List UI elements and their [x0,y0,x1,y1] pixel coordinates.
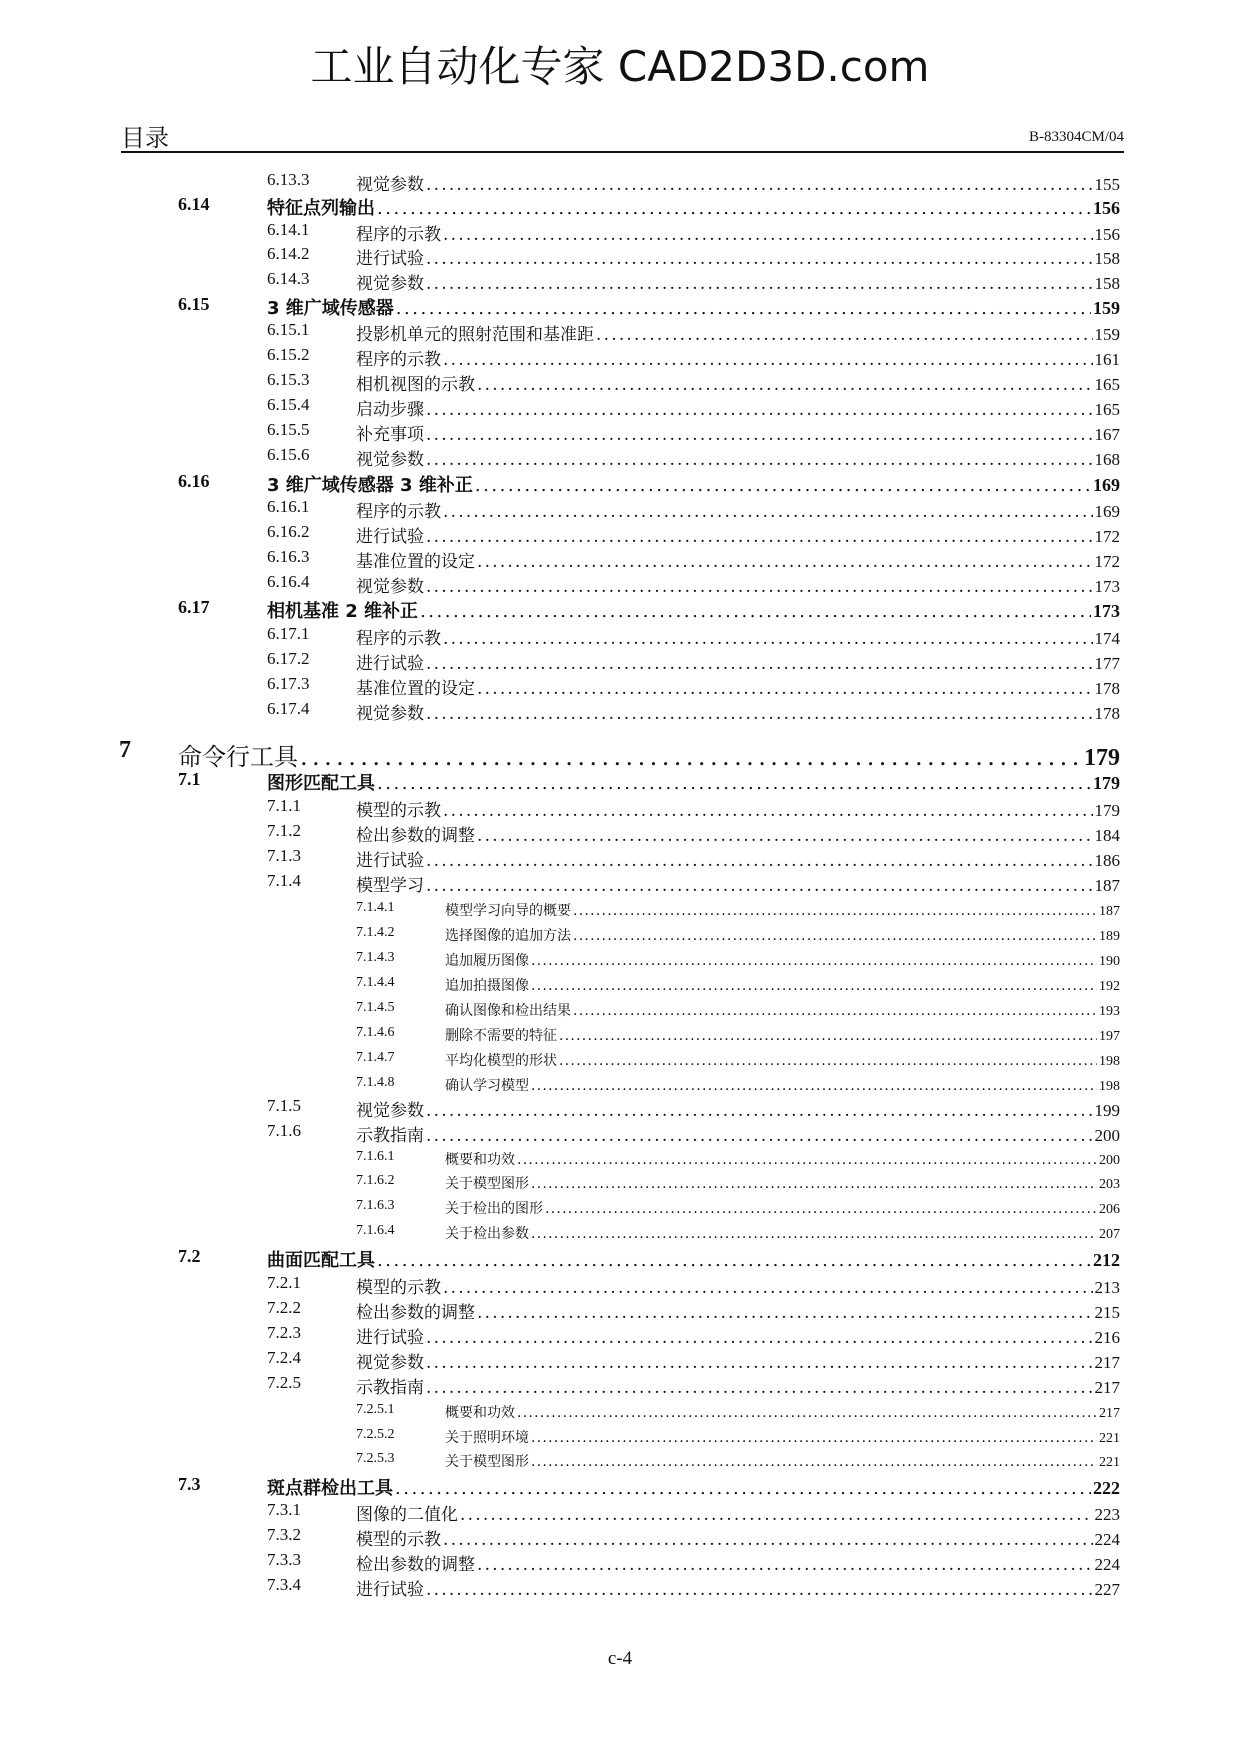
toc-entry-title: 斑点群检出工具 [267,1478,393,1499]
toc-entry-page: 217 [1094,1378,1120,1397]
dot-leader [531,953,1097,969]
toc-entry-title: 概要和功效 [445,1405,515,1421]
toc-entry-line [445,1149,1120,1169]
toc-entry-line [356,445,1120,470]
toc-entry-title: 检出参数的调整 [356,1555,475,1575]
toc-entry-page: 167 [1094,425,1120,444]
toc-entry-title: 检出参数的调整 [356,1303,475,1323]
toc-entry-page: 158 [1094,249,1120,268]
dot-leader [377,1250,1091,1271]
toc-entry-title: 基准位置的设定 [356,552,475,572]
toc-entry-number: 7 [119,737,131,763]
dot-leader [443,1278,1093,1298]
dot-leader [443,350,1093,370]
dot-leader [426,249,1093,269]
dot-leader [573,903,1097,919]
toc-entry-page: 221 [1099,1431,1120,1446]
dot-leader [396,298,1091,319]
toc-entry-page: 186 [1094,851,1120,870]
toc-entry-title: 程序的示教 [356,225,441,245]
toc-entry-page: 207 [1099,1227,1120,1242]
toc-entry-title: 3 维广域传感器 3 维补正 [267,475,473,496]
dot-leader [475,475,1091,496]
header-doc-code: B-83304CM/04 [1028,129,1124,145]
toc-entry-page: 197 [1099,1029,1120,1044]
toc-entry-page: 156 [1094,225,1120,244]
dot-leader [545,1201,1097,1217]
toc-entry-line [445,1402,1120,1422]
toc-entry-number: 7.3.3 [267,1550,301,1569]
dot-leader [477,552,1093,572]
toc-entry-number: 7.1.6.1 [356,1149,395,1164]
dot-leader [426,400,1093,420]
dot-leader [426,1101,1093,1121]
toc-entry-number: 7.1.3 [267,846,301,865]
toc-entry-line [356,497,1120,522]
toc-entry-page: 174 [1094,629,1120,648]
dot-leader [477,826,1093,846]
toc-entry-number: 7.2.4 [267,1348,301,1367]
toc-entry-line [356,846,1120,871]
toc-entry-page: 227 [1094,1580,1120,1599]
toc-entry-number: 6.14 [178,194,210,214]
toc-entry-number: 6.17.3 [267,674,310,693]
dot-leader [426,1328,1093,1348]
toc-entry-number: 6.15.6 [267,445,310,464]
toc-entry-line [356,572,1120,597]
toc-entry-line [356,345,1120,370]
toc-entry-title: 关于模型图形 [445,1176,529,1192]
toc-entry-number: 6.16.4 [267,572,310,591]
toc-entry-number: 7.1.5 [267,1096,301,1115]
page-number: c-4 [607,1648,633,1669]
toc-entry-page: 165 [1094,400,1120,419]
toc-entry-number: 6.16.3 [267,547,310,566]
watermark-title: 工业自动化专家 CAD2D3D.com [310,42,930,91]
dot-leader [395,1478,1091,1499]
toc-entry-page: 179 [1094,801,1120,820]
toc-entry-line [356,522,1120,547]
toc-entry-page: 216 [1094,1328,1120,1347]
toc-entry-title: 启动步骤 [356,400,424,420]
toc-entry-page: 177 [1094,654,1120,673]
toc-entry-title: 检出参数的调整 [356,826,475,846]
toc-entry-number: 6.15.2 [267,345,310,364]
toc-entry-page: 224 [1094,1555,1120,1574]
toc-entry-line [356,1525,1120,1550]
toc-entry-page: 200 [1094,1126,1120,1145]
toc-entry-line [356,649,1120,674]
toc-entry-line [267,1474,1120,1500]
dot-leader [443,629,1093,649]
toc-entry-number: 6.17 [178,597,210,617]
toc-entry-number: 7.1.6.2 [356,1173,395,1188]
toc-entry-page: 173 [1093,601,1120,621]
toc-entry-page: 189 [1099,929,1120,944]
toc-entry-number: 6.15.1 [267,320,310,339]
toc-entry-title: 程序的示教 [356,629,441,649]
toc-entry-title: 补充事项 [356,425,424,445]
toc-entry-page: 213 [1094,1278,1120,1297]
toc-entry-title: 投影机单元的照射范围和基准距 [356,325,594,345]
toc-entry-title: 确认学习模型 [445,1078,529,1094]
toc-entry-page: 190 [1099,954,1120,969]
toc-entry-line [267,597,1120,623]
toc-entry-line [356,420,1120,445]
dot-leader [377,198,1091,219]
toc-entry-page: 179 [1093,773,1120,793]
toc-entry-title: 关于照明环境 [445,1430,529,1446]
toc-entry-number: 7.2.2 [267,1298,301,1317]
toc-entry-title: 关于检出参数 [445,1226,529,1242]
toc-entry-number: 6.16 [178,471,210,491]
toc-entry-page: 192 [1099,979,1120,994]
toc-entry-page: 172 [1094,552,1120,571]
toc-entry-number: 7.1.6.3 [356,1198,395,1213]
dot-leader [531,1430,1097,1446]
dot-leader [443,502,1093,522]
toc-entry-title: 程序的示教 [356,502,441,522]
toc-entry-line [267,294,1120,320]
toc-entry-title: 基准位置的设定 [356,679,475,699]
dot-leader [531,1078,1097,1094]
toc-entry-title: 关于检出的图形 [445,1201,543,1217]
toc-entry-line [356,370,1120,395]
toc-entry-number: 7.3.1 [267,1500,301,1519]
dot-leader [426,1580,1093,1600]
toc-entry-line [356,1348,1120,1373]
toc-entry-line [356,1323,1120,1348]
toc-entry-line [445,925,1120,945]
toc-entry-page: 187 [1094,876,1120,895]
toc-entry-line [445,975,1120,995]
toc-entry-title: 模型的示教 [356,1278,441,1298]
toc-entry-number: 7.2.3 [267,1323,301,1342]
toc-entry-line [356,244,1120,269]
dot-leader [443,1530,1093,1550]
toc-entry-page: 193 [1099,1004,1120,1019]
dot-leader [426,704,1093,724]
dot-leader [460,1505,1093,1525]
toc-entry-line [356,170,1120,195]
toc-entry-title: 进行试验 [356,1580,424,1600]
toc-entry-number: 7.2.1 [267,1273,301,1292]
toc-entry-number: 7.1.2 [267,821,301,840]
toc-entry-line [356,674,1120,699]
dot-leader [443,225,1093,245]
toc-entry-number: 6.17.1 [267,624,310,643]
toc-entry-page: 169 [1094,502,1120,521]
dot-leader [477,679,1093,699]
toc-entry-number: 7.1.4.4 [356,975,395,990]
dot-leader [426,274,1093,294]
toc-entry-line [445,1427,1120,1447]
toc-entry-title: 进行试验 [356,249,424,269]
toc-entry-line [445,1451,1120,1471]
toc-entry-page: 158 [1094,274,1120,293]
toc-entry-title: 确认图像和检出结果 [445,1003,571,1019]
toc-entry-title: 曲面匹配工具 [267,1250,375,1271]
toc-entry-number: 6.14.1 [267,220,310,239]
toc-entry-number: 7.2.5 [267,1373,301,1392]
toc-entry-number: 7.1.4.5 [356,1000,395,1015]
toc-entry-page: 203 [1099,1177,1120,1192]
toc-entry-page: 172 [1094,527,1120,546]
header-section-title: 目录 [121,124,169,152]
toc-entry-page: 178 [1094,679,1120,698]
toc-entry-title: 概要和功效 [445,1152,515,1168]
toc-entry-page: 224 [1094,1530,1120,1549]
toc-entry-line [445,1050,1120,1070]
toc-entry-number: 6.15 [178,294,210,314]
toc-entry-line [356,1575,1120,1600]
toc-entry-page: 184 [1094,826,1120,845]
dot-leader [377,773,1091,794]
toc-entry-number: 7.1.6.4 [356,1223,395,1238]
toc-entry-line [267,194,1120,220]
toc-entry-page: 169 [1093,475,1120,495]
toc-entry-number: 7.2.5.1 [356,1402,395,1417]
toc-entry-page: 198 [1099,1054,1120,1069]
toc-entry-number: 6.17.2 [267,649,310,668]
toc-entry-title: 图形匹配工具 [267,773,375,794]
toc-entry-title: 视觉参数 [356,274,424,294]
toc-entry-line [356,547,1120,572]
toc-entry-number: 6.16.1 [267,497,310,516]
toc-entry-title: 平均化模型的形状 [445,1053,557,1069]
toc-entry-number: 7.1.1 [267,796,301,815]
toc-entry-page: 217 [1099,1406,1120,1421]
toc-entry-number: 7.1.4.6 [356,1025,395,1040]
toc-entry-page: 156 [1093,198,1120,218]
toc-entry-title: 图像的二值化 [356,1505,458,1525]
toc-entry-line [445,1000,1120,1020]
toc-entry-page: 168 [1094,450,1120,469]
dot-leader [426,1378,1093,1398]
dot-leader [531,1454,1097,1470]
toc-entry-title: 进行试验 [356,851,424,871]
toc-entry-line [356,1273,1120,1298]
toc-entry-title: 模型的示教 [356,1530,441,1550]
toc-entry-number: 7.1.4.1 [356,900,395,915]
toc-entry-title: 视觉参数 [356,175,424,195]
toc-entry-line [445,1075,1120,1095]
dot-leader [426,1353,1093,1373]
dot-leader [559,1053,1097,1069]
dot-leader [426,175,1093,195]
dot-leader [426,851,1093,871]
toc-entry-page: 198 [1099,1079,1120,1094]
toc-entry-number: 7.1.4.8 [356,1075,395,1090]
toc-entry-line [356,220,1120,245]
toc-entry-page: 215 [1094,1303,1120,1322]
header-divider [121,151,1124,153]
toc-entry-line [356,796,1120,821]
dot-leader [573,928,1097,944]
toc-entry-line [267,471,1120,497]
toc-entry-line [445,950,1120,970]
toc-entry-number: 7.2 [178,1246,201,1266]
toc-entry-number: 7.1 [178,769,201,789]
toc-entry-number: 7.1.4.3 [356,950,395,965]
toc-entry-number: 7.1.4.2 [356,925,395,940]
toc-entry-title: 模型学习向导的概要 [445,903,571,919]
toc-entry-title: 模型的示教 [356,801,441,821]
toc-entry-title: 视觉参数 [356,450,424,470]
toc-entry-number: 7.2.5.3 [356,1451,395,1466]
toc-entry-title: 3 维广域传感器 [267,298,394,319]
toc-entry-page: 222 [1093,1478,1120,1498]
toc-entry-title: 关于模型图形 [445,1454,529,1470]
toc-entry-line [356,699,1120,724]
toc-entry-line [356,1121,1120,1146]
toc-entry-title: 视觉参数 [356,1353,424,1373]
toc-entry-title: 相机视图的示教 [356,375,475,395]
toc-entry-title: 示教指南 [356,1378,424,1398]
toc-entry-title: 追加履历图像 [445,953,529,969]
toc-entry-page: 206 [1099,1202,1120,1217]
toc-entry-line [356,624,1120,649]
toc-entry-page: 179 [1084,745,1120,771]
dot-leader [531,1176,1097,1192]
toc-entry-page: 223 [1094,1505,1120,1524]
toc-entry-number: 7.3.4 [267,1575,301,1594]
toc-entry-title: 程序的示教 [356,350,441,370]
dot-leader [426,654,1093,674]
toc-entry-line [267,1246,1120,1272]
dot-leader [531,978,1097,994]
toc-entry-page: 173 [1094,577,1120,596]
toc-entry-title: 视觉参数 [356,704,424,724]
dot-leader [420,601,1091,622]
toc-entry-line [445,900,1120,920]
toc-entry-line [356,1500,1120,1525]
toc-entry-number: 6.16.2 [267,522,310,541]
toc-entry-number: 6.14.2 [267,244,310,263]
dot-leader [596,325,1093,345]
toc-entry-title: 视觉参数 [356,577,424,597]
toc-entry-number: 6.14.3 [267,269,310,288]
dot-leader [559,1028,1097,1044]
toc-entry-title: 相机基准 2 维补正 [267,601,419,622]
dot-leader [517,1152,1097,1168]
toc-entry-title: 视觉参数 [356,1101,424,1121]
toc-entry-page: 187 [1099,904,1120,919]
dot-leader [300,743,1082,771]
toc-entry-page: 217 [1094,1353,1120,1372]
toc-entry-title: 特征点列输出 [267,198,375,219]
toc-entry-line [356,1373,1120,1398]
toc-entry-line [356,1096,1120,1121]
toc-entry-title: 模型学习 [356,876,424,896]
toc-entry-number: 6.15.5 [267,420,310,439]
dot-leader [426,450,1093,470]
toc-entry-page: 155 [1094,175,1120,194]
toc-entry-number: 7.2.5.2 [356,1427,395,1442]
dot-leader [426,876,1093,896]
toc-entry-number: 6.17.4 [267,699,310,718]
toc-entry-page: 178 [1094,704,1120,723]
toc-entry-number: 7.1.6 [267,1121,301,1140]
dot-leader [531,1226,1097,1242]
toc-entry-title: 删除不需要的特征 [445,1028,557,1044]
toc-entry-title: 进行试验 [356,1328,424,1348]
dot-leader [573,1003,1097,1019]
toc-entry-page: 221 [1099,1455,1120,1470]
dot-leader [477,1555,1093,1575]
toc-entry-number: 7.3 [178,1474,201,1494]
dot-leader [426,425,1093,445]
toc-entry-page: 165 [1094,375,1120,394]
toc-entry-line [356,395,1120,420]
toc-entry-line [356,1298,1120,1323]
toc-entry-number: 7.1.4.7 [356,1050,395,1065]
toc-entry-line [356,871,1120,896]
dot-leader [477,375,1093,395]
toc-entry-line [445,1173,1120,1193]
toc-entry-title: 进行试验 [356,527,424,547]
dot-leader [426,1126,1093,1146]
toc-entry-title: 命令行工具 [178,743,298,771]
toc-entry-page: 159 [1094,325,1120,344]
toc-entry-line [445,1025,1120,1045]
dot-leader [426,527,1093,547]
toc-entry-number: 6.15.3 [267,370,310,389]
dot-leader [517,1405,1097,1421]
dot-leader [426,577,1093,597]
toc-entry-line [445,1223,1120,1243]
toc-entry-number: 7.3.2 [267,1525,301,1544]
dot-leader [477,1303,1093,1323]
toc-entry-line [356,821,1120,846]
toc-entry-line [356,269,1120,294]
toc-entry-title: 选择图像的追加方法 [445,928,571,944]
toc-entry-number: 6.15.4 [267,395,310,414]
toc-entry-page: 199 [1094,1101,1120,1120]
toc-entry-line [445,1198,1120,1218]
toc-entry-line [356,1550,1120,1575]
toc-entry-title: 示教指南 [356,1126,424,1146]
toc-entry-page: 200 [1099,1153,1120,1168]
toc-entry-line [267,769,1120,795]
toc-entry-title: 进行试验 [356,654,424,674]
toc-entry-line [356,320,1120,345]
toc-entry-number: 6.13.3 [267,170,310,189]
toc-entry-page: 159 [1093,298,1120,318]
toc-entry-page: 212 [1093,1250,1120,1270]
dot-leader [443,801,1093,821]
toc-entry-title: 追加拍摄图像 [445,978,529,994]
toc-entry-page: 161 [1094,350,1120,369]
toc-entry-line [178,737,1120,772]
toc-entry-number: 7.1.4 [267,871,301,890]
